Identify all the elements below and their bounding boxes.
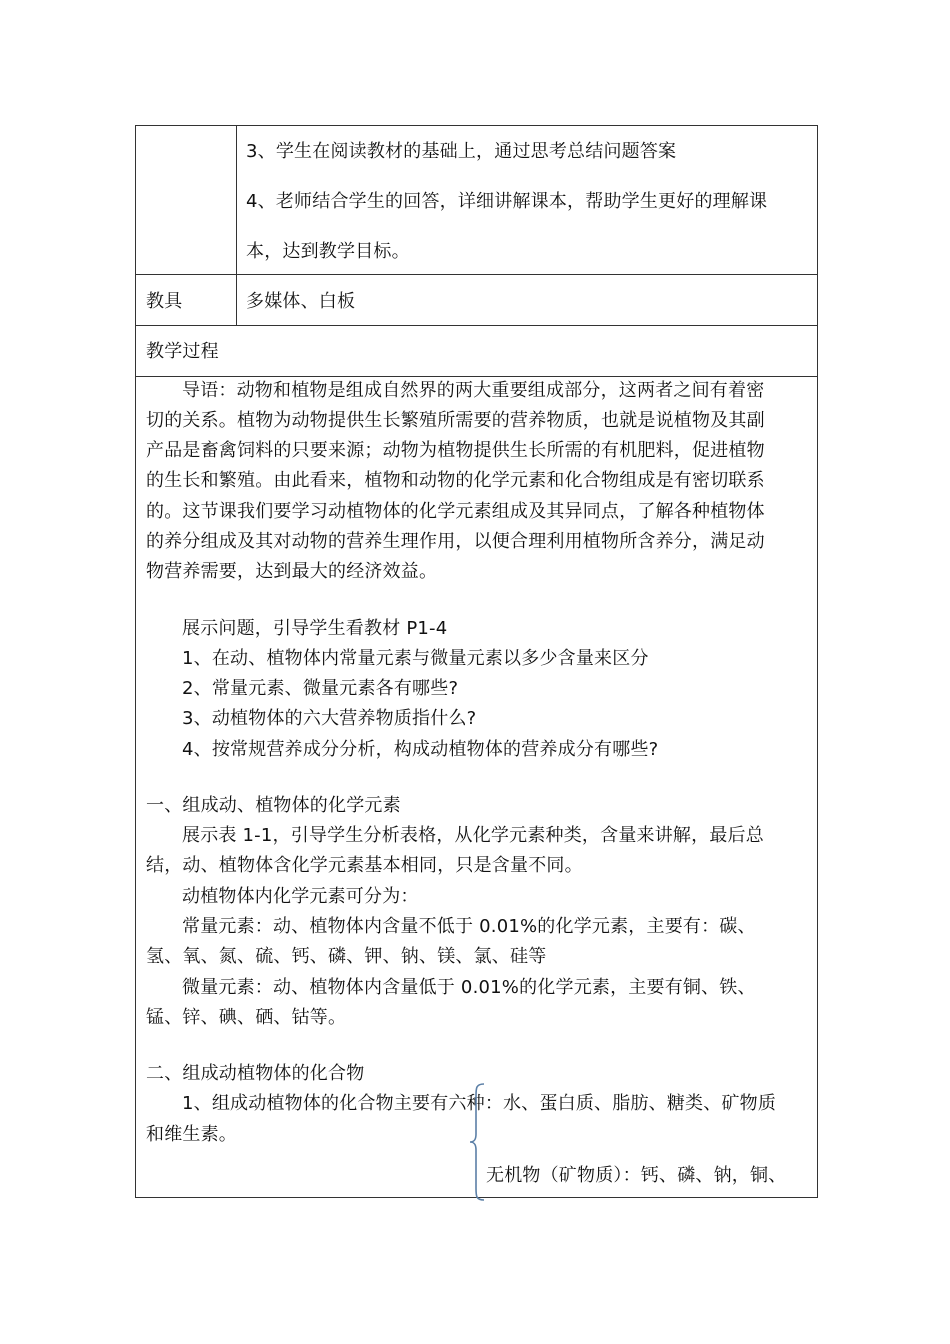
intro-line: 的。这节课我们要学习动植物体的化学元素组成及其异同点，了解各种植物体 (146, 501, 765, 522)
section1-line: 结，动、植物体含化学元素基本相同，只是含量不同。 (146, 855, 583, 876)
questions-intro: 展示问题，引导学生看教材 P1-4 (182, 618, 448, 639)
row1-line-2: 4、老师结合学生的回答，详细讲解课本，帮助学生更好的理解课 (246, 191, 768, 212)
row-divider-3 (136, 376, 817, 377)
intro-line: 的养分组成及其对动物的营养生理作用，以便合理利用植物所含养分，满足动 (146, 531, 765, 552)
section1-line: 锰、锌、碘、硒、钴等。 (146, 1007, 347, 1028)
intro-line: 导语：动物和植物是组成自然界的两大重要组成部分，这两者之间有着密 (182, 380, 765, 401)
section2-line: 和维生素。 (146, 1124, 237, 1145)
section1-line: 氢、氧、氮、硫、钙、磷、钾、钠、镁、氯、硅等 (146, 946, 547, 967)
intro-line: 物营养需要，达到最大的经济效益。 (146, 561, 438, 582)
section1-line: 微量元素：动、植物体内含量低于 0.01%的化学元素，主要有铜、铁、 (182, 977, 756, 998)
intro-line: 切的关系。植物为动物提供生长繁殖所需要的营养物质，也就是说植物及其副 (146, 410, 765, 431)
section2-line: 1、组成动植物体的化合物主要有六种：水、蛋白质、脂肪、糖类、矿物质 (182, 1093, 777, 1114)
inorganic-line: 无机物（矿物质）：钙、磷、钠，铜、 (486, 1165, 787, 1186)
section1-line: 常量元素：动、植物体内含量不低于 0.01%的化学元素，主要有：碳、 (182, 916, 756, 937)
question-item: 4、按常规营养成分分析，构成动植物体的营养成分有哪些? (182, 739, 659, 760)
row-divider-2 (136, 325, 817, 326)
lesson-plan-table (135, 125, 818, 1198)
column-divider (236, 126, 237, 325)
row1-line-3: 本，达到教学目标。 (246, 241, 410, 262)
row1-line-1: 3、学生在阅读教材的基础上，通过思考总结问题答案 (246, 141, 677, 162)
intro-line: 的生长和繁殖。由此看来，植物和动物的化学元素和化合物组成是有密切联系 (146, 470, 765, 491)
intro-line: 产品是畜禽饲料的只要来源；动物为植物提供生长所需的有机肥料，促进植物 (146, 440, 765, 461)
section1-line: 展示表 1-1，引导学生分析表格，从化学元素种类，含量来讲解，最后总 (182, 825, 764, 846)
teaching-aids-label: 教具 (146, 291, 183, 312)
section1-title: 一、组成动、植物体的化学元素 (146, 795, 401, 816)
teaching-process-label: 教学过程 (146, 341, 219, 362)
row-divider-1 (136, 274, 817, 275)
section1-line: 动植物体内化学元素可分为： (182, 886, 419, 907)
teaching-aids-value: 多媒体、白板 (246, 291, 356, 312)
curly-brace-icon (468, 1082, 488, 1202)
question-item: 2、常量元素、微量元素各有哪些? (182, 678, 459, 699)
section2-title: 二、组成动植物体的化合物 (146, 1063, 365, 1084)
question-item: 3、动植物体的六大营养物质指什么? (182, 708, 477, 729)
question-item: 1、在动、植物体内常量元素与微量元素以多少含量来区分 (182, 648, 649, 669)
